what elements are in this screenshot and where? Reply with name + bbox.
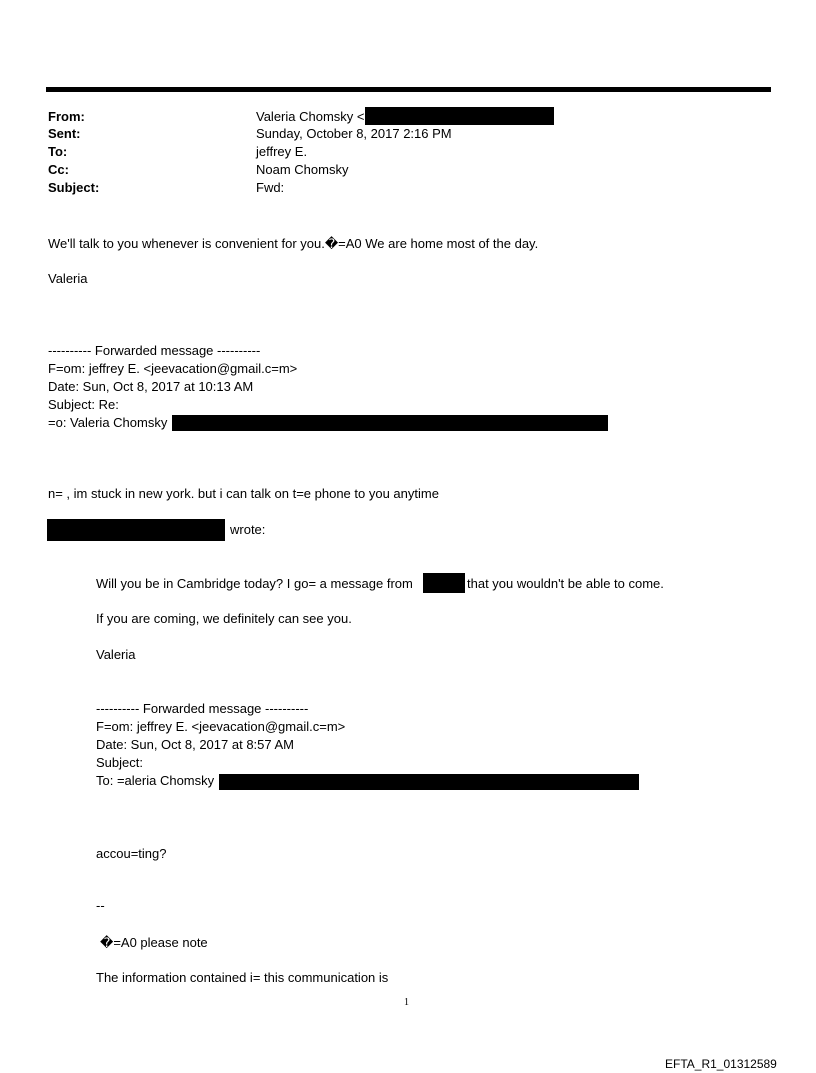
to-value: jeffrey E.	[256, 144, 308, 159]
redaction-block	[172, 415, 608, 431]
header-rule	[46, 87, 771, 92]
quoted-signature: Valeria	[96, 647, 136, 662]
cc-label: Cc:	[48, 162, 69, 177]
subject-value: Fwd:	[256, 180, 285, 195]
body-signature: Valeria	[48, 271, 88, 286]
forward-divider: ---------- Forwarded message ----------	[48, 343, 261, 358]
from-label: From:	[48, 109, 85, 124]
quoted-line: that you wouldn't be able to come.	[467, 576, 664, 591]
forward-message: accou=ting?	[96, 846, 167, 861]
quoted-line: If you are coming, we definitely can see you.	[96, 611, 352, 626]
forward-message: n= , im stuck in new york. but i can talk on t=e phone to you anytime	[48, 486, 439, 501]
sent-value: Sunday, October 8, 2017 2:16 PM	[256, 126, 452, 141]
redaction-block	[365, 107, 554, 125]
forward-divider: ---------- Forwarded message ----------	[96, 701, 309, 716]
info-line: The information contained i= this communication is	[96, 970, 389, 985]
note-line: �=A0 please note	[100, 935, 208, 950]
quoted-line: Will you be in Cambridge today? I go= a message from	[96, 576, 413, 591]
forward-from: F=om: jeffrey E. <jeevacation@gmail.c=m>	[96, 719, 346, 734]
forward-date: Date: Sun, Oct 8, 2017 at 8:57 AM	[96, 737, 295, 752]
forward-subject: Subject: Re:	[48, 397, 119, 412]
redaction-block	[47, 519, 225, 541]
body-line: We'll talk to you whenever is convenient for you.�=A0 We are home most of the day.	[48, 236, 539, 251]
from-value: Valeria Chomsky <	[256, 109, 365, 124]
document-id: EFTA_R1_01312589	[665, 1057, 777, 1071]
cc-value: Noam Chomsky	[256, 162, 349, 177]
signature-separator: --	[96, 898, 105, 913]
forward-to: To: =aleria Chomsky	[96, 773, 215, 788]
sent-label: Sent:	[48, 126, 81, 141]
forward-to: =o: Valeria Chomsky	[48, 415, 168, 430]
page-number: 1	[404, 997, 409, 1008]
forward-from: F=om: jeffrey E. <jeevacation@gmail.c=m>	[48, 361, 298, 376]
wrote-line: wrote:	[230, 522, 266, 537]
to-label: To:	[48, 144, 68, 159]
redaction-block	[219, 774, 639, 790]
redaction-block	[423, 573, 465, 593]
forward-date: Date: Sun, Oct 8, 2017 at 10:13 AM	[48, 379, 254, 394]
forward-subject: Subject:	[96, 755, 143, 770]
subject-label: Subject:	[48, 180, 100, 195]
